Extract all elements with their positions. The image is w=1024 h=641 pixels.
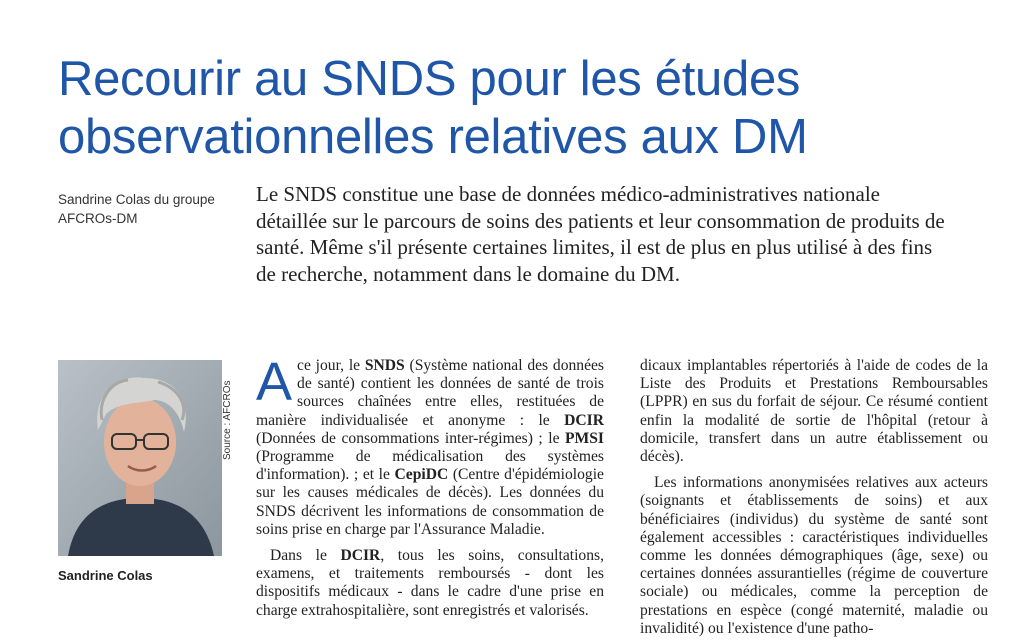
- author-byline: Sandrine Colas du groupe AFCROs-DM: [58, 192, 215, 226]
- text-run: Dans le: [270, 547, 341, 565]
- body-paragraph: dicaux implantables répertoriés à l'aide de codes de la Liste des Produits et Prestations Remboursables (LPPR) en sus du forfait de séjour. Ce résumé contient enfin la modalité de sortie de l'hôpital (retour à domicile, transfert dans un autre établissement ou décès).: [640, 357, 988, 466]
- drop-cap: A: [256, 352, 293, 412]
- photo-caption: Sandrine Colas: [58, 568, 153, 583]
- article-lead: Le SNDS constitue une base de données médico-administratives nationale détaillée sur le parcours de soins des patients et leur consommation de produits de santé. Même s'il présente certaines limites, il est de plus en plus utilisé à des fins de recherche, notamment dans le domaine du DM.: [256, 182, 945, 286]
- term-pmsi: PMSI: [565, 429, 604, 447]
- body-paragraph: Les informations anonymisées relatives aux acteurs (soignants et établissements de soins) et aux bénéficiaires (individus) du système de santé sont également accessibles : caractéristiques individuelles comme les données démographiques (âge, sexe) ou certaines données assurantielles (régime de couverture sociale) ou médicales, comme la perception de prestations en espèce (congé maternité, maladie ou invalidité) ou l'existence d'une patho-: [640, 474, 988, 637]
- term-dcir: DCIR: [340, 547, 381, 565]
- text-run: ce jour, le: [297, 357, 365, 374]
- text-run: (Centre d'épidémiologie sur les causes médicales de décès). Les données du SNDS décrivent les informations de consommation de soins prise en charge par l'Assurance Maladie.: [256, 466, 604, 538]
- term-snds: SNDS: [364, 357, 405, 374]
- text-run: (Programme de médicalisation des systèmes d'information). ; et le: [256, 448, 604, 484]
- author-photo: [58, 360, 222, 556]
- portrait-image: [58, 360, 222, 556]
- term-cepidc: CepiDC: [394, 466, 449, 484]
- body-paragraph: [256, 352, 604, 539]
- body-column-1: [256, 352, 604, 620]
- text-run: (Système national des données de santé) contient les données de santé de trois sources chaînées entre elles, restituées de manière individualisée et anonyme : le: [256, 357, 604, 429]
- body-column-2: [640, 357, 988, 638]
- term-dcir: DCIR: [564, 411, 604, 429]
- photo-source-credit: Source : AFCROs: [222, 380, 233, 460]
- body-paragraph: [256, 547, 604, 620]
- text-run: , tous les soins, consultations, examens, et traitements remboursés - dont les dispositifs médicaux - dans le cadre d'une prise en charge extrahospitalière, sont enregistrés et valorisés.: [256, 547, 604, 619]
- article-title: Recourir au SNDS pour les études observationnelles relatives aux DM: [58, 52, 808, 164]
- text-run: (Données de consommations inter-régimes) ; le: [256, 429, 566, 447]
